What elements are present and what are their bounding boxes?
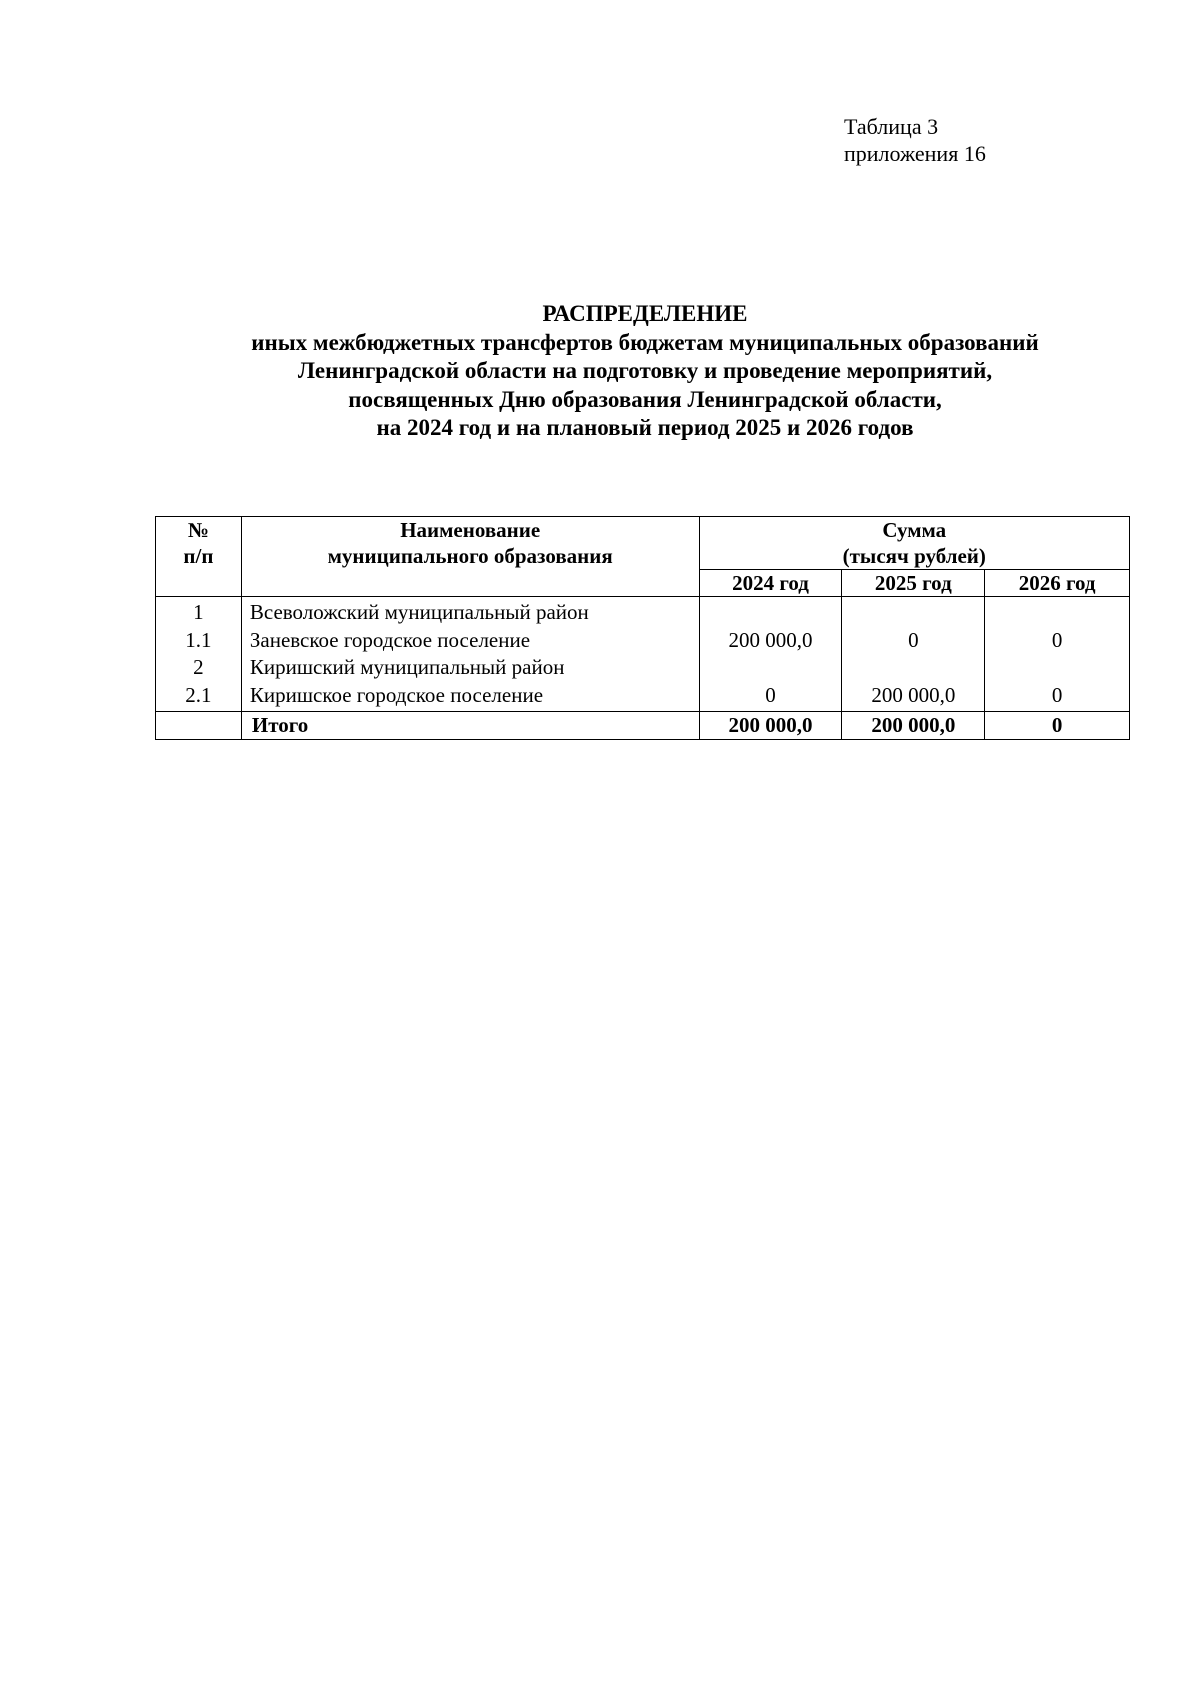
column-header-year-2024: 2024 год	[699, 570, 842, 597]
distribution-table	[155, 516, 1130, 740]
total-value-2026: 0	[985, 712, 1130, 740]
column-header-number: № п/п	[156, 517, 242, 597]
row-name: Всеволожский муниципальный район	[249, 600, 589, 624]
row-name: Киришский муниципальный район	[249, 655, 565, 679]
cell-value: 200 000,0	[871, 682, 956, 707]
total-row	[156, 712, 1130, 740]
cell-value: 200 000,0	[728, 627, 813, 652]
year-2026-column	[985, 597, 1130, 712]
cell-value	[993, 654, 1121, 682]
name-column	[241, 597, 699, 712]
table-number: Таблица 3	[844, 114, 939, 139]
total-number-cell	[156, 712, 242, 740]
table-body	[156, 597, 1130, 712]
appendix-reference	[844, 113, 986, 167]
row-name: Заневское городское поселение	[249, 627, 531, 652]
year-2025-column	[842, 597, 985, 712]
document-title	[150, 300, 1140, 443]
cell-value: 0	[1051, 627, 1063, 652]
title-line: Ленинградской области на подготовку и проведение мероприятий,	[297, 358, 993, 383]
row-number: 1	[193, 600, 204, 624]
column-header-name: Наименование муниципального образования	[241, 517, 699, 597]
total-value-2025: 200 000,0	[842, 712, 985, 740]
cell-value	[708, 654, 834, 682]
cell-value	[708, 599, 834, 627]
row-number: 2	[193, 655, 204, 679]
row-number: 1.1	[185, 627, 212, 652]
number-column	[156, 597, 242, 712]
column-header-year-2026: 2026 год	[985, 570, 1130, 597]
title-line: на 2024 год и на плановый период 2025 и 2026 годов	[376, 415, 914, 440]
cell-value	[850, 654, 976, 682]
total-value-2024: 200 000,0	[699, 712, 842, 740]
cell-value	[850, 599, 976, 627]
title-line: иных межбюджетных трансфертов бюджетам муниципальных образований	[251, 329, 1039, 355]
appendix-number: приложения 16	[844, 141, 986, 166]
total-label: Итого	[241, 712, 699, 740]
cell-value	[993, 599, 1121, 627]
cell-value: 0	[908, 627, 919, 652]
column-header-year-2025: 2025 год	[842, 570, 985, 597]
title-heading: РАСПРЕДЕЛЕНИЕ	[542, 301, 748, 326]
cell-value: 0	[1051, 682, 1063, 707]
row-number: 2.1	[185, 682, 212, 707]
column-header-sum: Сумма (тысяч рублей)	[699, 517, 1129, 570]
row-name: Киришское городское поселение	[249, 682, 544, 707]
cell-value: 0	[765, 682, 776, 707]
title-line: посвященных Дню образования Ленинградской области,	[348, 386, 942, 412]
year-2024-column	[699, 597, 842, 712]
